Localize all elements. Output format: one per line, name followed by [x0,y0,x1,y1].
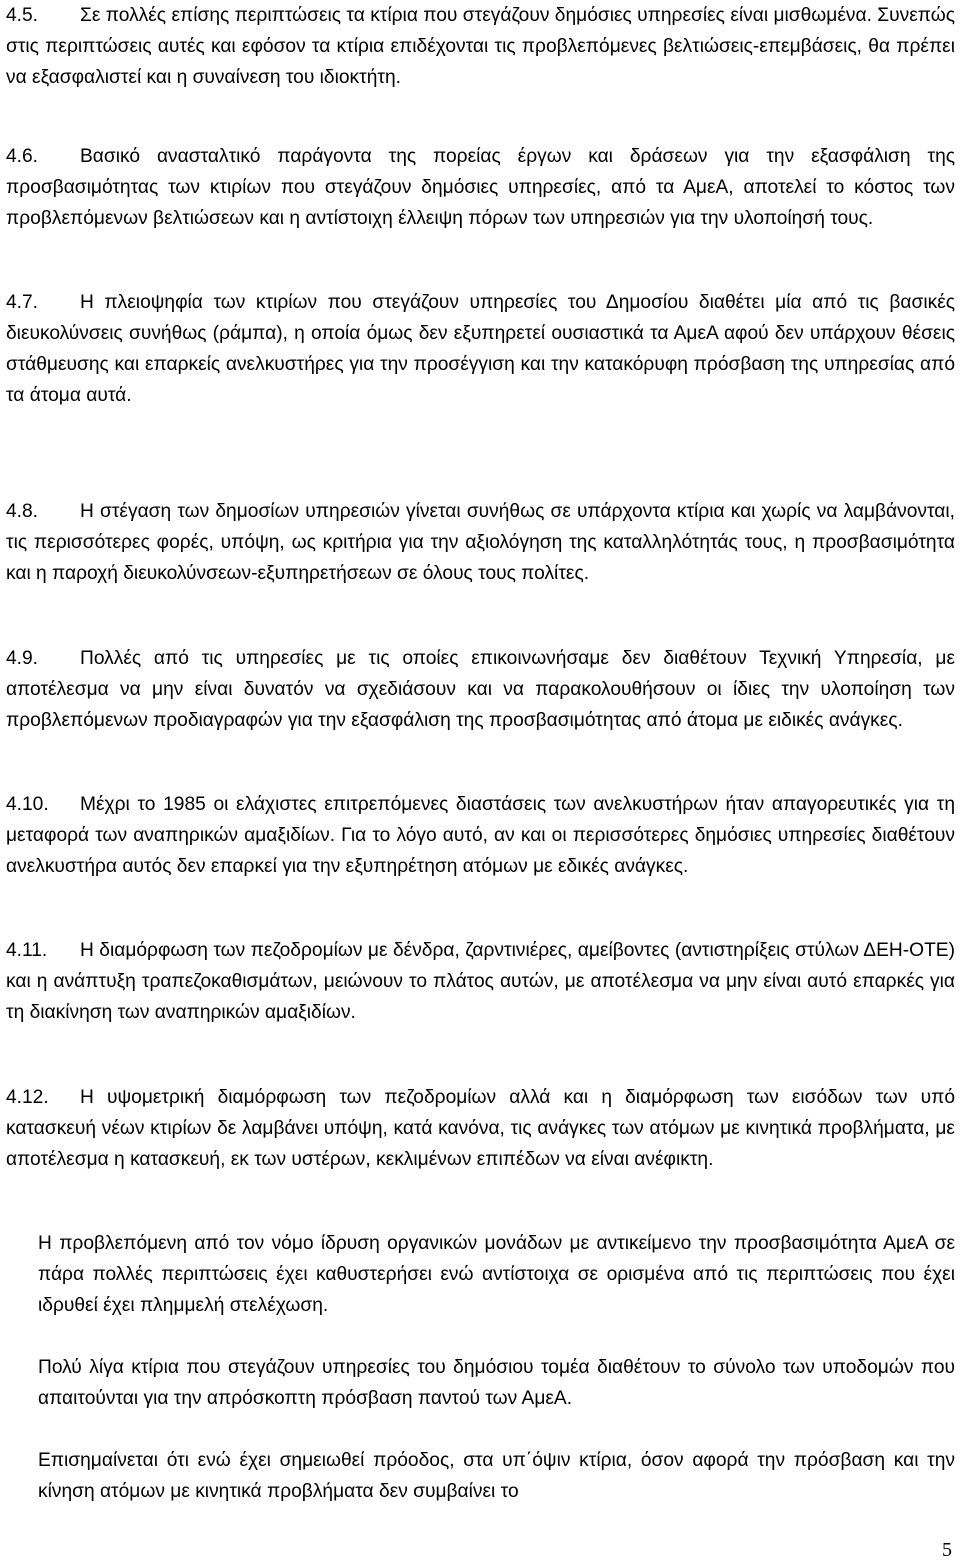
paragraph-number: 4.10. [6,794,49,815]
list-number [6,1445,38,1476]
list-item-text: Η προβλεπόμενη από τον νόμο ίδρυση οργανικών μονάδων με αντικείμενο την προσβασιμότητα ΑμεΑ σε πάρα πολλές περιπτώσεις έχει καθυστερήσει ενώ αντίστοιχα σε ορισμένα από τις περιπτώσεις που έχει ιδρυθεί έχει πλημμελή στελέχωση. [38,1233,955,1316]
paragraph-number: 4.9. [6,648,39,669]
paragraph-text: Η στέγαση των δημοσίων υπηρεσιών γίνεται συνήθως σε υπάρχοντα κτίρια και χωρίς να λαμβάνονται, τις περισσότερες φορές, υπόψη, ως κριτήρια για την αξιολόγηση της καταλληλότητάς τους, η προσβασιμότητα και η παροχή διευκολύνσεων-εξυπηρετήσεων σε όλους τους πολίτες. [6,501,955,584]
paragraph-4-5 [6,0,955,93]
paragraph-4-12 [6,1082,955,1175]
paragraph-text: Η πλειοψηφία των κτιρίων που στεγάζουν υπηρεσίες του Δημοσίου διαθέτει μία από τις βασικές διευκολύνσεις συνήθως (ράμπα), η οποία όμως δεν εξυπηρετεί ουσιαστικά τα ΑμεΑ αφού δεν υπάρχουν θέσεις στάθμευσης και επαρκείς ανελκυστήρες για την προσέγγιση και την κατακόρυφη πρόσβαση της υπηρεσίας από τα άτομα αυτά. [6,292,955,406]
paragraph-4-10 [6,789,955,882]
paragraph-4-8 [6,496,955,589]
paragraph-number: 4.11. [6,940,48,961]
paragraph-4-9 [6,643,955,736]
list-item-5 [6,1228,955,1321]
paragraph-4-11 [6,935,955,1028]
paragraph-text: Σε πολλές επίσης περιπτώσεις τα κτίρια που στεγάζουν δημόσιες υπηρεσίες είναι μισθωμένα. Συνεπώς στις περιπτώσεις αυτές και εφόσον τα κτίρια επιδέχονται τις προβλεπόμενες βελτιώσεις-επεμβάσεις, θα πρέπει να εξασφαλιστεί και η συναίνεση του ιδιοκτήτη. [6,5,955,88]
paragraph-number: 4.12. [6,1087,49,1108]
list-item-text: Επισημαίνεται ότι ενώ έχει σημειωθεί πρόοδος, στα υπ΄όψιν κτίρια, όσον αφορά την πρόσβαση και την κίνηση ατόμων με κινητικά προβλήματα δεν συμβαίνει το [38,1450,955,1502]
list-item-7 [6,1445,955,1507]
list-item-6 [6,1352,955,1414]
paragraph-number: 4.8. [6,501,39,522]
paragraph-text: Μέχρι το 1985 οι ελάχιστες επιτρεπόμενες διαστάσεις των ανελκυστήρων ήταν απαγορευτικές για τη μεταφορά των αναπηρικών αμαξιδίων. Για το λόγο αυτό, αν και οι περισσότερες δημόσιες υπηρεσίες διαθέτουν ανελκυστήρα αυτός δεν επαρκεί για την εξυπηρέτηση ατόμων με εδικές ανάγκες. [6,794,955,877]
paragraph-text: Πολλές από τις υπηρεσίες με τις οποίες επικοινωνήσαμε δεν διαθέτουν Τεχνική Υπηρεσία, με αποτέλεσμα να μην είναι δυνατόν να σχεδιάσουν και να παρακολουθήσουν οι ίδιες την υλοποίηση των προβλεπόμενων προδιαγραφών για την εξασφάλιση της προσβασιμότητας από άτομα με ειδικές ανάγκες. [6,648,955,731]
paragraph-4-7 [6,287,955,411]
paragraph-number: 4.7. [6,292,39,313]
list-number [6,1352,38,1383]
page-number: 5 [942,1539,952,1561]
paragraph-4-6 [6,141,955,234]
list-number [6,1228,38,1259]
paragraph-text: Η υψομετρική διαμόρφωση των πεζοδρομίων αλλά και η διαμόρφωση των εισόδων των υπό κατασκευή νέων κτιρίων δε λαμβάνει υπόψη, κατά κανόνα, τις ανάγκες των ατόμων με κινητικά προβλήματα, με αποτέλεσμα η κατασκευή, εκ των υστέρων, κεκλιμένων επιπέδων να είναι ανέφικτη. [6,1087,955,1170]
paragraph-text: Η διαμόρφωση των πεζοδρομίων με δένδρα, ζαρντινιέρες, αμείβοντες (αντιστηρίξεις στύλων ΔΕΗ-ΟΤΕ) και η ανάπτυξη τραπεζοκαθισμάτων, μειώνουν το πλάτος αυτών, με αποτέλεσμα να μην είναι αυτό επαρκές για τη διακίνηση των αναπηρικών αμαξιδίων. [6,940,955,1023]
list-item-text: Πολύ λίγα κτίρια που στεγάζουν υπηρεσίες του δημόσιου τομέα διαθέτουν το σύνολο των υποδομών που απαιτούνται για την απρόσκοπτη πρόσβαση παντού των ΑμεΑ. [38,1357,955,1409]
paragraph-number: 4.5. [6,5,39,26]
paragraph-text: Βασικό ανασταλτικό παράγοντα της πορείας έργων και δράσεων για την εξασφάλιση της προσβασιμότητας των κτιρίων που στεγάζουν δημόσιες υπηρεσίες, από τα ΑμεΑ, αποτελεί το κόστος των προβλεπόμενων βελτιώσεων και η αντίστοιχη έλλειψη πόρων των υπηρεσιών για την υλοποίησή τους. [6,146,955,229]
paragraph-number: 4.6. [6,146,39,167]
